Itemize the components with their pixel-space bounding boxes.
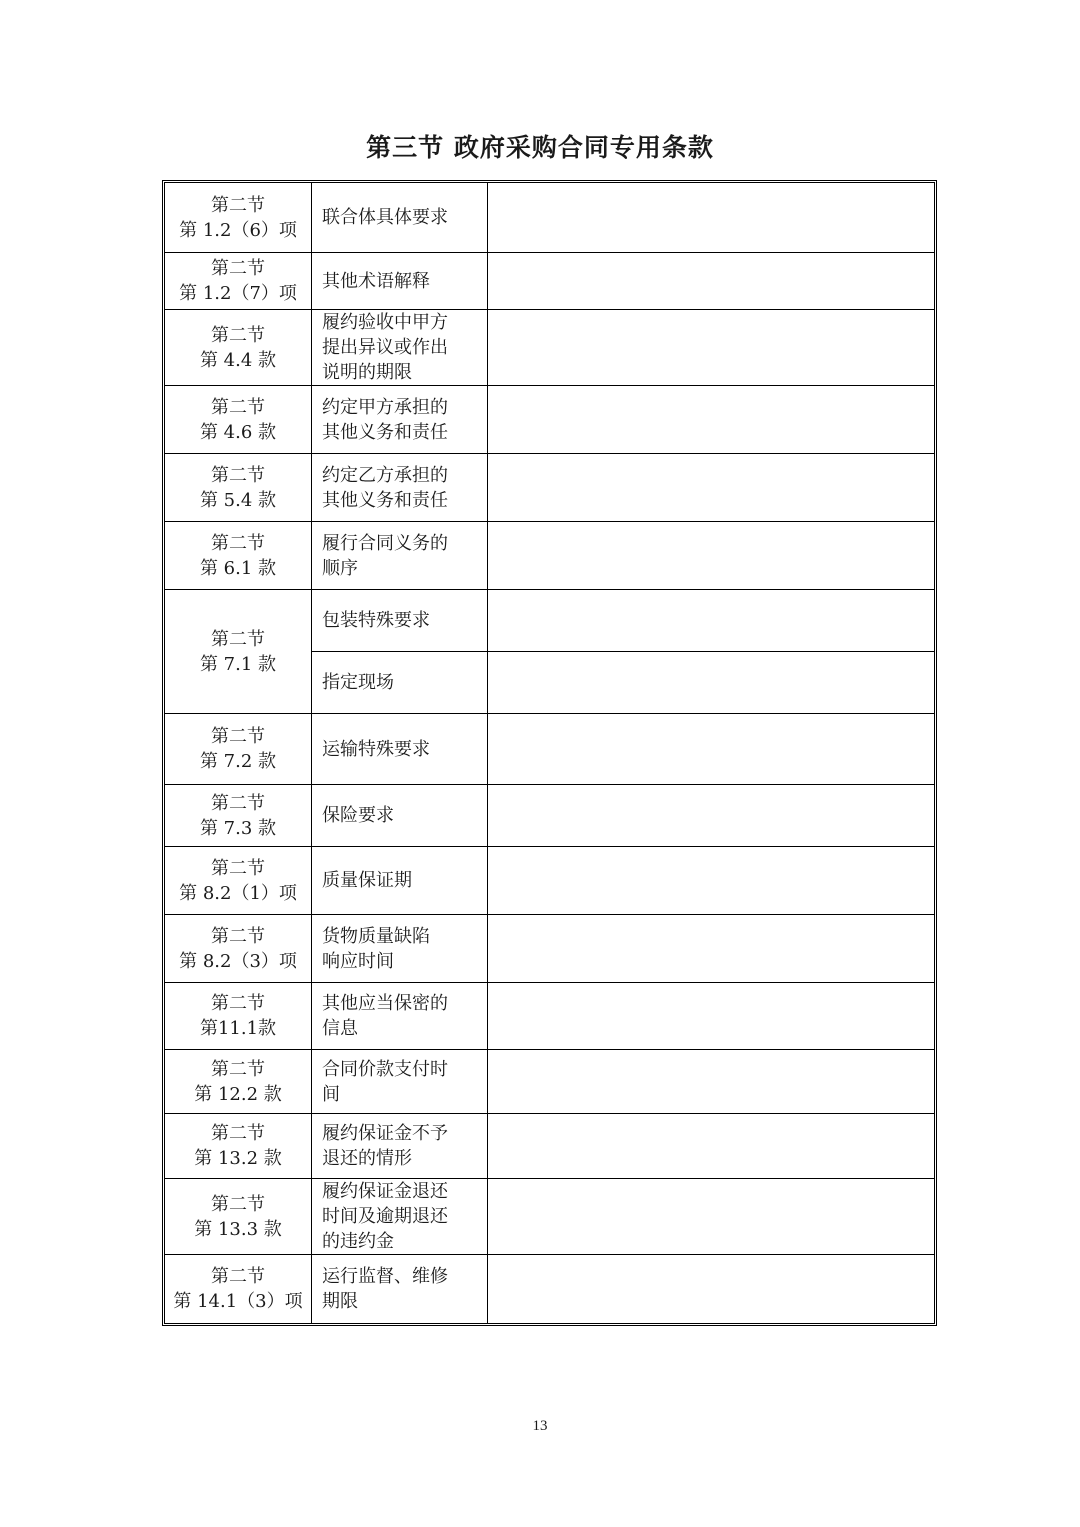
clause-reference-cell [165, 454, 312, 522]
table-row [165, 590, 935, 652]
cell-text-line: 其他术语解释 [322, 270, 430, 292]
cell-text-line: 履约保证金不予 [322, 1123, 448, 1144]
clause-reference-cell [165, 785, 312, 847]
table-row [165, 1255, 935, 1324]
clause-content-cell [488, 454, 935, 522]
clause-reference-cell [165, 983, 312, 1050]
cell-text-line: 第二节 [211, 194, 265, 216]
clause-item-cell [312, 253, 488, 310]
cell-text-line: 信息 [322, 1018, 358, 1039]
clause-content-cell [488, 522, 935, 590]
cell-text-line: 第二节 [211, 857, 265, 879]
cell-text-line: 运输特殊要求 [322, 738, 430, 760]
cell-text-line: 期限 [322, 1291, 358, 1312]
cell-text-line: 约定甲方承担的 [322, 396, 448, 418]
cell-text-line: 第二节 [211, 464, 265, 486]
clause-content-cell [488, 785, 935, 847]
clause-content-cell [488, 1255, 935, 1324]
cell-text-line: 第 13.2 款 [194, 1148, 282, 1169]
clause-reference-cell [165, 915, 312, 983]
cell-text-line: 联合体具体要求 [322, 207, 448, 228]
cell-text-line: 第 5.4 款 [199, 489, 277, 511]
clause-content-cell [488, 714, 935, 785]
cell-text-line: 履约保证金退还 [322, 1181, 448, 1202]
clause-item-cell [312, 847, 488, 915]
clause-content-cell [488, 1114, 935, 1179]
clause-item-cell [312, 1050, 488, 1114]
cell-text-line: 第二节 [211, 1266, 265, 1287]
table-row [165, 1050, 935, 1114]
clause-reference-cell [165, 847, 312, 915]
cell-text-line: 第 6.1 款 [199, 557, 277, 579]
clause-content-cell [488, 590, 935, 652]
table-row [165, 183, 935, 253]
cell-text-line: 第 14.1（3）项 [173, 1291, 303, 1312]
clause-reference-cell [165, 590, 312, 714]
clause-item-cell [312, 522, 488, 590]
cell-text-line: 间 [322, 1083, 340, 1105]
table-row [165, 253, 935, 310]
clause-content-cell [488, 915, 935, 983]
clause-item-cell [312, 983, 488, 1050]
cell-text-line: 的违约金 [322, 1231, 394, 1252]
cell-text-line: 第二节 [211, 925, 265, 947]
table-row [165, 1179, 935, 1255]
cell-text-line: 第二节 [211, 726, 265, 747]
table-row [165, 847, 935, 915]
clause-item-cell [312, 714, 488, 785]
cell-text-line: 包装特殊要求 [322, 610, 430, 631]
clause-reference-cell [165, 183, 312, 253]
cell-text-line: 第 4.4 款 [199, 349, 277, 371]
cell-text-line: 顺序 [322, 557, 358, 579]
table-row [165, 714, 935, 785]
cell-text-line: 第11.1款 [199, 1018, 277, 1039]
clause-item-cell [312, 386, 488, 454]
cell-text-line: 履约验收中甲方 [322, 312, 448, 333]
cell-text-line: 其他应当保密的 [322, 993, 448, 1014]
cell-text-line: 第 12.2 款 [194, 1083, 282, 1105]
cell-text-line: 第二节 [211, 396, 265, 418]
clause-reference-cell [165, 310, 312, 386]
cell-text-line: 第二节 [211, 1193, 265, 1215]
cell-text-line: 退还的情形 [322, 1148, 412, 1169]
cell-text-line: 其他义务和责任 [322, 421, 448, 443]
table-row [165, 454, 935, 522]
clause-content-cell [488, 386, 935, 454]
cell-text-line: 第 13.3 款 [194, 1218, 282, 1240]
cell-text-line: 说明的期限 [322, 362, 412, 383]
cell-text-line: 第二节 [211, 993, 265, 1014]
cell-text-line: 第二节 [211, 324, 265, 346]
cell-text-line: 时间及逾期退还 [322, 1206, 448, 1227]
clause-item-cell [312, 590, 488, 652]
clause-reference-cell [165, 386, 312, 454]
clause-reference-cell [165, 1179, 312, 1255]
cell-text-line: 第 8.2（3）项 [179, 950, 297, 972]
clause-reference-cell [165, 714, 312, 785]
page-title: 第三节 政府采购合同专用条款 [366, 133, 714, 162]
clause-item-cell [312, 454, 488, 522]
cell-text-line: 第二节 [211, 1123, 265, 1144]
clause-item-cell [312, 1255, 488, 1324]
clause-item-cell [312, 1179, 488, 1255]
table-row [165, 386, 935, 454]
cell-text-line: 质量保证期 [322, 870, 412, 891]
page-number: 13 [532, 1418, 548, 1434]
clause-reference-cell [165, 1050, 312, 1114]
cell-text-line: 其他义务和责任 [322, 489, 448, 511]
clause-content-cell [488, 1179, 935, 1255]
clause-reference-cell [165, 253, 312, 310]
cell-text-line: 第二节 [211, 532, 265, 554]
cell-text-line: 第 7.2 款 [199, 751, 277, 772]
clause-content-cell [488, 983, 935, 1050]
table-row [165, 983, 935, 1050]
special-terms-table-frame [162, 180, 937, 1326]
cell-text-line: 第 8.2（1）项 [179, 882, 297, 904]
cell-text-line: 第 1.2（6）项 [179, 219, 297, 241]
cell-text-line: 第二节 [211, 792, 265, 814]
cell-text-line: 约定乙方承担的 [322, 464, 448, 486]
table-row [165, 785, 935, 847]
cell-text-line: 响应时间 [322, 950, 394, 972]
clause-item-cell [312, 310, 488, 386]
cell-text-line: 第二节 [211, 1058, 265, 1080]
cell-text-line: 合同价款支付时 [322, 1058, 448, 1080]
cell-text-line: 指定现场 [322, 672, 394, 693]
clause-item-cell [312, 915, 488, 983]
clause-content-cell [488, 253, 935, 310]
clause-content-cell [488, 652, 935, 714]
cell-text-line: 提出异议或作出 [322, 337, 448, 358]
special-terms-table [164, 182, 935, 1324]
cell-text-line: 运行监督、维修 [322, 1266, 448, 1287]
cell-text-line: 第 1.2（7）项 [179, 283, 297, 304]
clause-content-cell [488, 183, 935, 253]
cell-text-line: 第二节 [211, 628, 265, 650]
table-row [165, 915, 935, 983]
clause-content-cell [488, 1050, 935, 1114]
cell-text-line: 第 4.6 款 [199, 421, 277, 443]
cell-text-line: 货物质量缺陷 [322, 925, 430, 947]
clause-reference-cell [165, 1114, 312, 1179]
cell-text-line: 第 7.3 款 [199, 817, 277, 839]
clause-content-cell [488, 847, 935, 915]
clause-item-cell [312, 183, 488, 253]
cell-text-line: 第二节 [211, 258, 265, 279]
clause-content-cell [488, 310, 935, 386]
clause-item-cell [312, 1114, 488, 1179]
clause-item-cell [312, 785, 488, 847]
clause-item-cell [312, 652, 488, 714]
table-row [165, 310, 935, 386]
clause-reference-cell [165, 1255, 312, 1324]
table-row [165, 1114, 935, 1179]
clause-reference-cell [165, 522, 312, 590]
cell-text-line: 第 7.1 款 [199, 653, 277, 675]
table-row [165, 522, 935, 590]
cell-text-line: 履行合同义务的 [322, 532, 448, 554]
cell-text-line: 保险要求 [322, 805, 394, 826]
